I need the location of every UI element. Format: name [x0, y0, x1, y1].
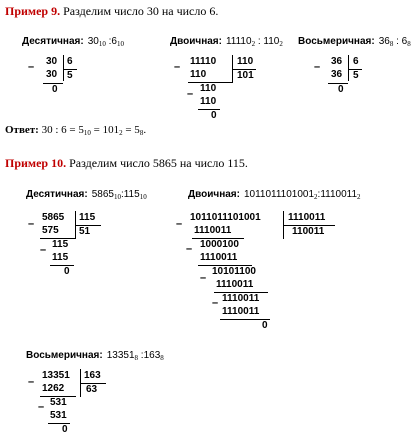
example-9-text: Разделим число 30 на число 6.	[60, 4, 219, 18]
ex10-decimal-notation: Десятичная: $5865_{10}:115_{10}$	[26, 189, 147, 201]
example-10-heading	[5, 156, 248, 171]
example-9-heading	[5, 4, 218, 19]
example-9-label: Пример 9.	[5, 4, 61, 18]
ex10-octal-notation: Восьмеричная: $13351_8$ $:163_8$	[26, 350, 164, 362]
ex9-octal-notation: Восьмеричная: $36_8$ : $6_8$	[298, 36, 411, 48]
ex10-binary-notation: Двоичная: $1011011101001_2:1110011_2$	[188, 189, 361, 201]
example-10-label: Пример 10.	[5, 156, 67, 170]
ex9-answer: Ответ: 30 : $6 = 5_{10} = 101_2 = 5_8$.	[5, 124, 147, 137]
ex9-binary-notation: Двоичная: $11110_2$ : $110_2$	[170, 36, 283, 48]
ex9-decimal-notation: Десятичная: $30_{10}$ $:6_{10}$	[22, 36, 124, 48]
example-10-text: Разделим число 5865 на число 115.	[66, 156, 248, 170]
